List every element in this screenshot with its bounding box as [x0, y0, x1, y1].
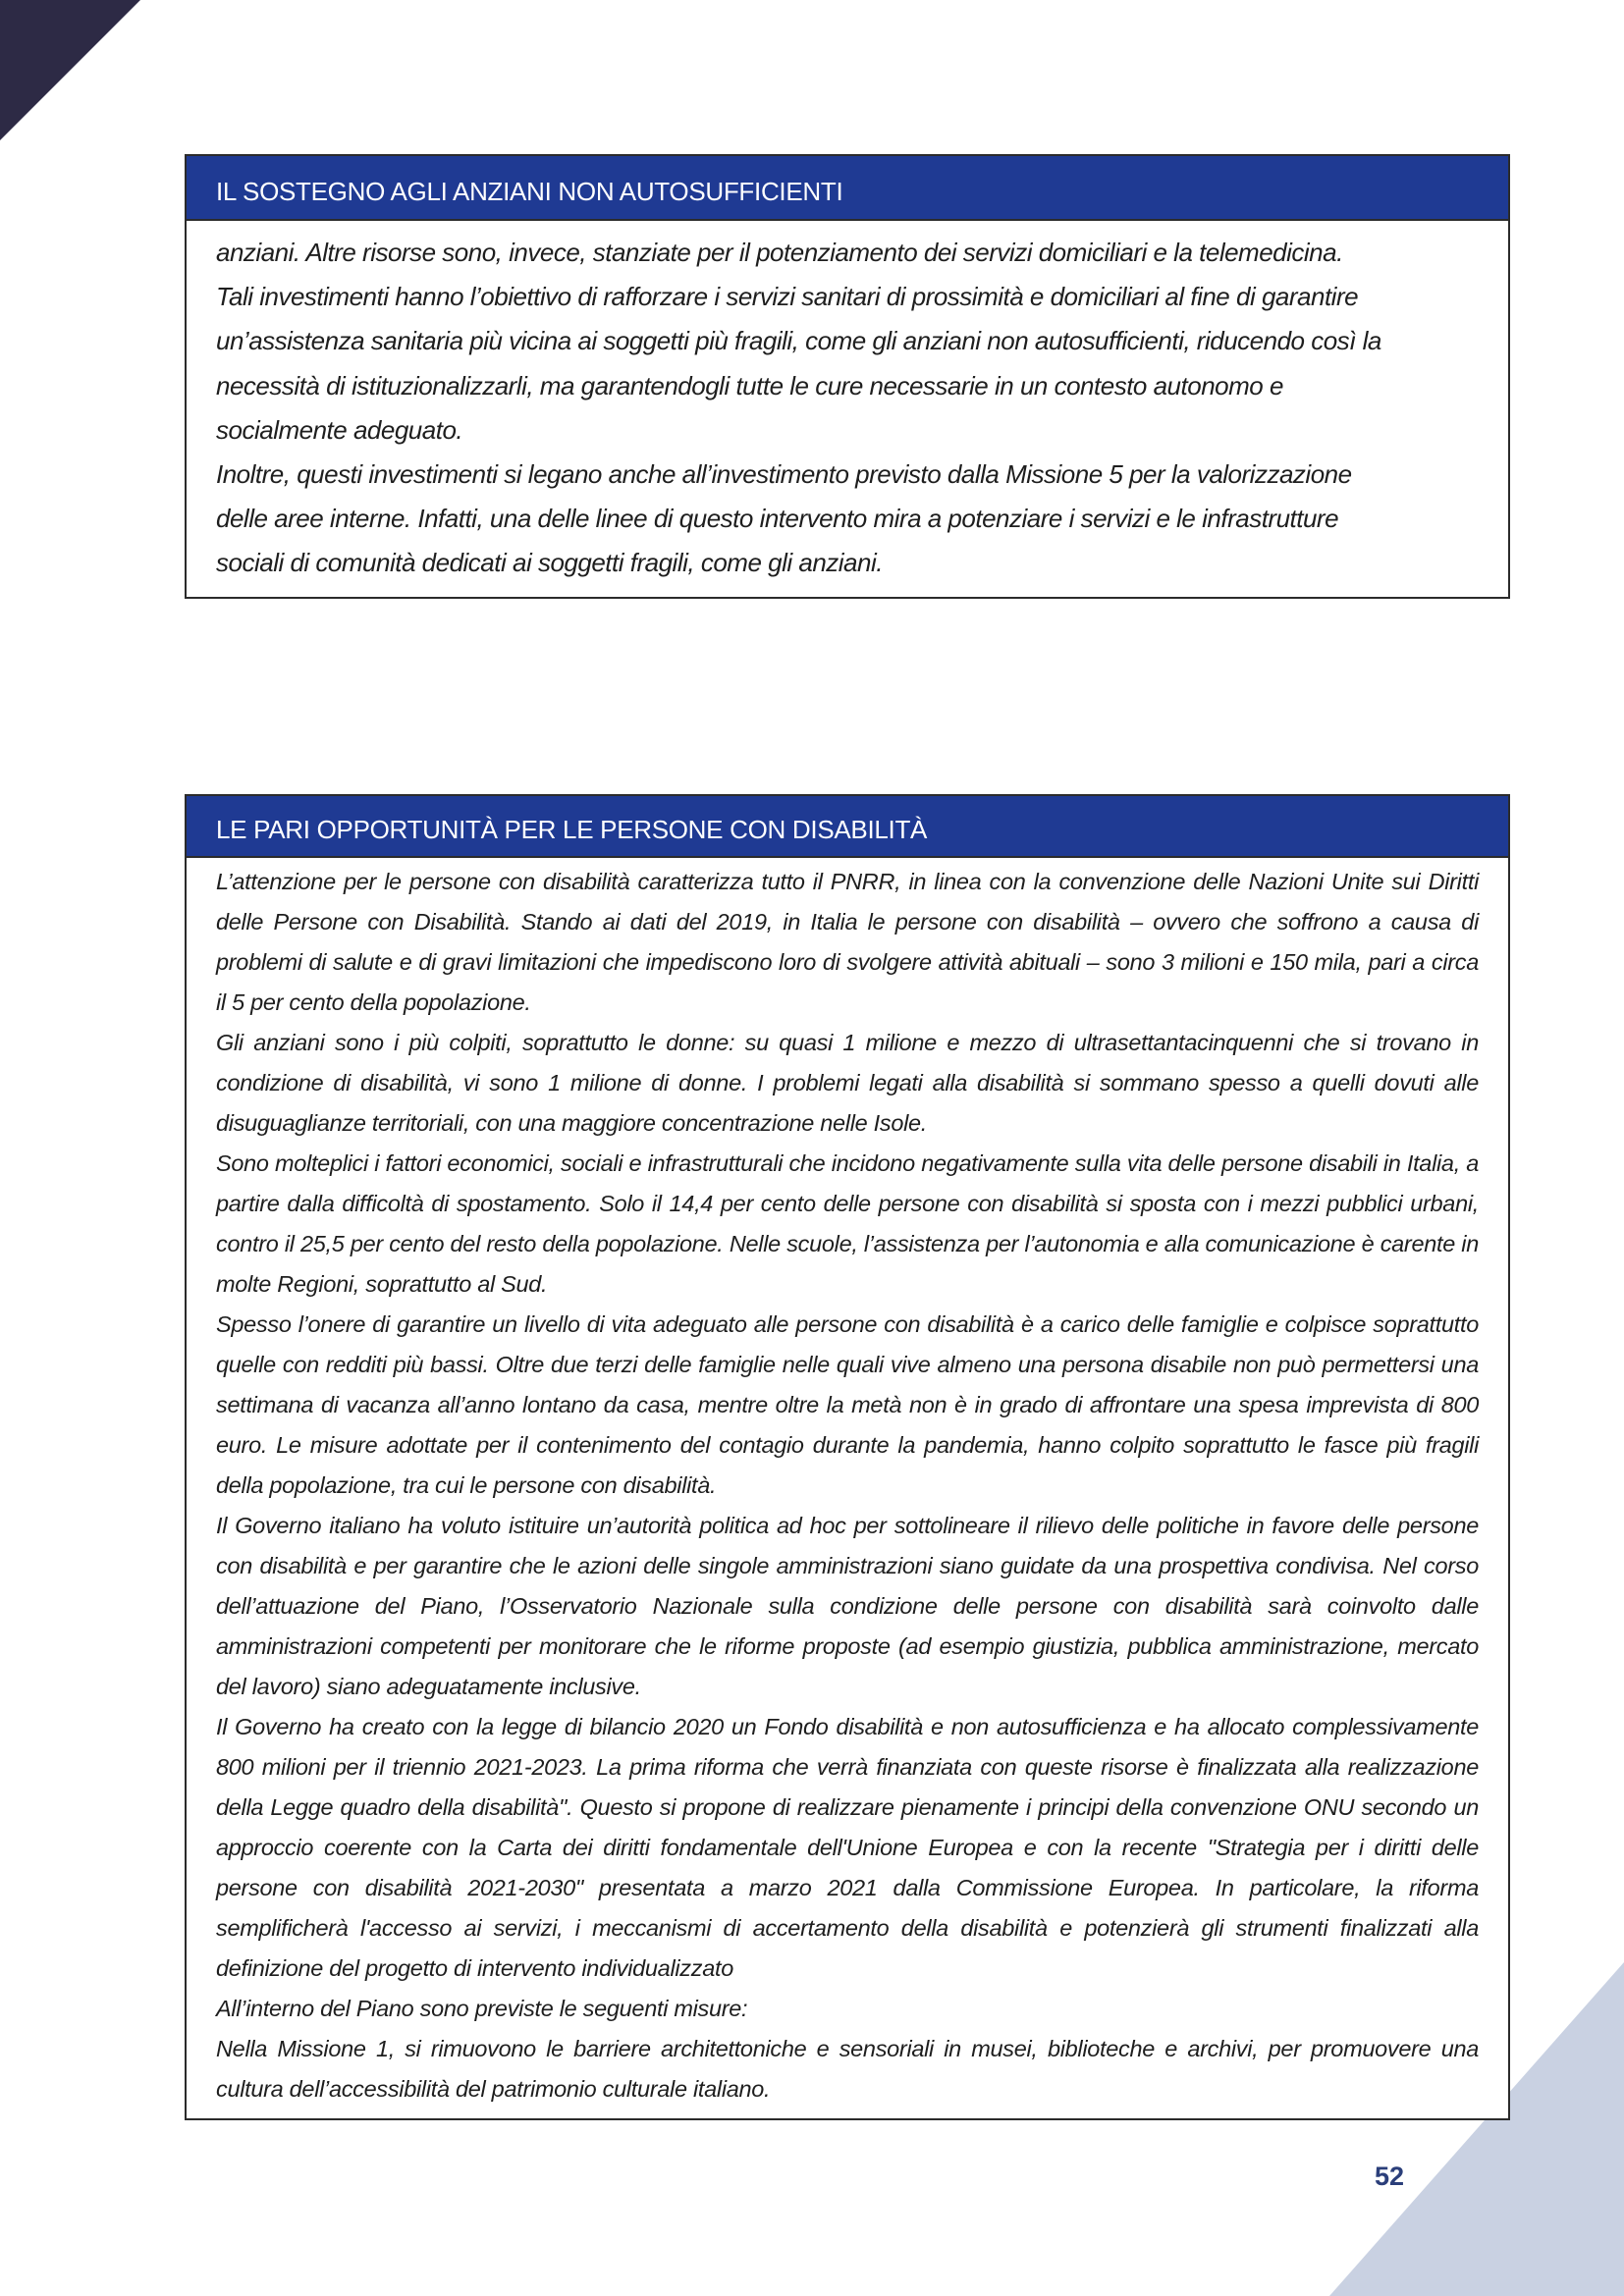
text-line: Inoltre, questi investimenti si legano anche all’investimento previsto dalla Missione 5 per la valorizzazione: [216, 459, 1352, 490]
paragraph: Il Governo italiano ha voluto istituire un’autorità politica ad hoc per sottolineare il rilievo delle politiche in favore delle persone con disabilità e per garantire che le azioni delle singole amministrazioni siano guidate da una prospettiva condivisa. Nel corso dell’attuazione del Piano, l’Osservatorio Nazionale sulla condizione delle persone con disabilità sarà coinvolto dalle amministrazioni competenti per monitorare che le riforme proposte (ad esempio giustizia, pubblica amministrazione, mercato del lavoro) siano adeguatamente inclusive.: [216, 1513, 1479, 1699]
text-line: anziani. Altre risorse sono, invece, stanziate per il potenziamento dei servizi domiciliari e la telemedicina.: [216, 238, 1343, 267]
text-line: Tali investimenti hanno l’obiettivo di rafforzare i servizi sanitari di prossimità e domiciliari al fine di garantire: [216, 282, 1359, 312]
corner-decoration-top-left: [0, 0, 140, 140]
section-title: IL SOSTEGNO AGLI ANZIANI NON AUTOSUFFICIENTI: [187, 156, 1508, 221]
text-line: sociali di comunità dedicati ai soggetti fragili, come gli anziani.: [216, 548, 883, 578]
paragraph: Sono molteplici i fattori economici, sociali e infrastrutturali che incidono negativamente sulla vita delle persone disabili in Italia, a partire dalla difficoltà di spostamento. Solo il 14,4 per cento delle persone con disabilità si sposta con i mezzi pubblici urbani, contro il 25,5 per cento del resto della popolazione. Nelle scuole, l’assistenza per l’autonomia e alla comunicazione è carente in molte Regioni, soprattutto al Sud.: [216, 1150, 1479, 1297]
paragraph: L’attenzione per le persone con disabilità caratterizza tutto il PNRR, in linea con la convenzione delle Nazioni Unite sui Diritti delle Persone con Disabilità. Stando ai dati del 2019, in Italia le persone con disabilità – ovvero che soffrono a causa di problemi di salute e di gravi limitazioni che impediscono loro di svolgere attività abituali – sono 3 milioni e 150 mila, pari a circa il 5 per cento della popolazione.: [216, 869, 1479, 1015]
paragraph: Il Governo ha creato con la legge di bilancio 2020 un Fondo disabilità e non autosufficienza e ha allocato complessivamente 800 milioni per il triennio 2021-2023. La prima riforma che verrà finanziata con queste risorse è finalizzata alla realizzazione della Legge quadro della disabilità". Questo si propone di realizzare pienamente i principi della convenzione ONU secondo un approccio coerente con la Carta dei diritti fondamentale dell'Unione Europea e con la recente "Strategia per i diritti delle persone con disabilità 2021-2030" presentata a marzo 2021 dalla Commissione Europea. In particolare, la riforma semplificherà l'accesso ai servizi, i meccanismi di accertamento della disabilità e potenzierà gli strumenti finalizzati alla definizione del progetto di intervento individualizzato: [216, 1714, 1479, 1981]
text-line: un’assistenza sanitaria più vicina ai soggetti più fragili, come gli anziani non autosufficienti, riducendo così la: [216, 326, 1381, 356]
paragraph: Gli anziani sono i più colpiti, soprattutto le donne: su quasi 1 milione e mezzo di ultrasettantacinquenni che si trovano in condizione di disabilità, vi sono 1 milione di donne. I problemi legati alla disabilità si sommano spesso a quelli dovuti alle disuguaglianze territoriali, con una maggiore concentrazione nelle Isole.: [216, 1030, 1479, 1136]
section-body: [187, 858, 1508, 2109]
section-disabilita-box: [185, 794, 1510, 2120]
section-title: LE PARI OPPORTUNITÀ PER LE PERSONE CON DISABILITÀ: [187, 796, 1508, 858]
text-line: socialmente adeguato.: [216, 414, 463, 445]
text-line: necessità di istituzionalizzarli, ma garantendogli tutte le cure necessarie in un contesto autonomo e: [216, 370, 1283, 400]
paragraph: Nella Missione 1, si rimuovono le barriere architettoniche e sensoriali in musei, biblioteche e archivi, per promuovere una cultura dell’accessibilità del patrimonio culturale italiano.: [216, 2036, 1479, 2102]
paragraph: All’interno del Piano sono previste le seguenti misure:: [216, 1996, 748, 2021]
page-number: 52: [1375, 2162, 1405, 2191]
text-line: delle aree interne. Infatti, una delle linee di questo intervento mira a potenziare i servizi e le infrastrutture: [216, 504, 1339, 534]
paragraph: Spesso l’onere di garantire un livello di vita adeguato alle persone con disabilità è a carico delle famiglie e colpisce soprattutto quelle con redditi più bassi. Oltre due terzi delle famiglie nelle quali vive almeno una persona disabile non può permettersi una settimana di vacanza all’anno lontano da casa, mentre oltre la metà non è in grado di affrontare una spesa imprevista di 800 euro. Le misure adottate per il contenimento del contagio durante la pandemia, hanno colpito soprattutto le fasce più fragili della popolazione, tra cui le persone con disabilità.: [216, 1311, 1479, 1498]
section-body: [187, 221, 1508, 586]
section-anziani-box: [185, 154, 1510, 599]
